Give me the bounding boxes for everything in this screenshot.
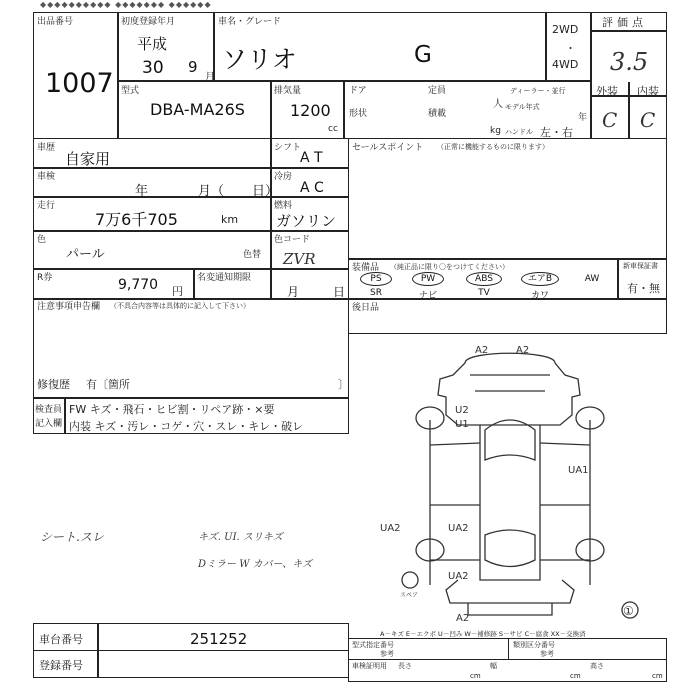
registration-label: 登録番号 [39,659,83,672]
drive-dot: ・ [565,42,576,55]
inspection-month: 月（ [198,184,225,199]
mark-ua2-left: UA2 [380,523,401,534]
notes-sub: （不具合内容等は具体的に記入して下さい） [110,302,250,310]
repair-value: 有〔箇所 [86,378,130,391]
color-label: 色 [37,235,47,245]
sales-point-sub: （正常に機能するものに限ります） [437,143,549,151]
chassis-value: 251252 [190,630,248,648]
inspection-day: 日） [252,184,279,199]
model-label: 型式 [121,86,140,96]
drive-2wd: 2WD [552,23,579,36]
color-change-label: 色替 [243,250,262,260]
recycle-value: 9,770 [118,277,159,293]
displacement-unit: cc [328,124,338,134]
tax-label: 名変通知期限 [197,273,252,283]
sales-point-label: セールスポイント [352,143,424,153]
repair-label: 修復歴 [37,378,70,391]
notes-label: 注意事項申告欄 [37,302,101,312]
model-value: DBA-MA26S [150,100,245,119]
car-name-label: 車名・グレード [218,17,282,27]
handwritten-note1: キズ. UI. スリキズ [198,532,283,543]
height-label: 高さ [590,662,604,670]
mileage-label: 走行 [37,201,56,211]
exterior-grade: C [602,108,618,132]
equip-aw: AW [584,274,600,284]
equip-sr: SR [370,288,382,298]
spare-label: スペア [400,592,419,599]
car-grade: G [414,42,432,68]
handle-label: ハンドル [505,128,533,136]
color-code-value: ZVR [283,250,316,268]
repair-close: 〕 [338,378,349,391]
interior-label: 内装 [637,85,659,98]
vehicle-cert-label: 車検証明用 [352,662,387,670]
fuel-label: 燃料 [274,201,293,211]
capacity-label: 定員 [428,86,447,96]
displacement-label: 排気量 [274,86,302,96]
width-label: 幅 [490,662,497,670]
equip-abs: ABS [466,272,502,286]
color-value: パール [66,247,105,262]
ref1-label: 参考 [380,650,394,658]
mark-a2-rear: A2 [456,613,470,624]
width-cm: cm [570,672,581,680]
model-designation-label: 型式指定番号 [352,641,394,649]
class-label: 類別区分番号 [513,641,555,649]
door-label: ドア [349,86,367,96]
equip-tv: TV [478,288,490,298]
length-label: 長さ [398,662,412,670]
circle-number: ① [623,604,634,618]
rear-items-label: 後日品 [352,303,380,313]
inspection-year: 年 [135,184,149,199]
mark-u1: U1 [455,419,469,430]
lot-number: 1007 [45,68,114,99]
chassis-label: 車台番号 [39,633,83,646]
inspection-label: 車検 [37,172,56,182]
recycle-label: R券 [37,273,53,283]
model-year-label: モデル年式 [505,103,540,111]
mark-ua2-1: UA2 [448,523,469,534]
handwritten-note2: Dミラー W カバー、キズ [198,559,313,570]
tax-day: 日 [333,285,346,299]
equip-airbag: エアB [521,272,559,286]
inspector-label2: 記入欄 [35,419,63,429]
tax-month: 月 [287,285,300,299]
shift-label: シフト [274,143,302,153]
ac-value: A C [300,180,324,196]
length-cm: cm [470,672,481,680]
first-reg-label: 初度登録年月 [121,17,176,27]
mark-a2-2: A2 [516,345,530,356]
mark-ua1: UA1 [568,465,589,476]
mark-u2: U2 [455,405,469,416]
mileage-unit: km [221,213,239,226]
interior-grade: C [640,108,656,132]
shape-label: 形状 [349,109,368,119]
handle-value: 左・右 [540,126,573,139]
ac-label: 冷房 [274,172,293,182]
equip-leather: カワ [530,291,549,301]
first-reg-era: 平成 [137,35,168,53]
color-code-label: 色コード [274,235,311,245]
top-strip: ◆◆◆◆◆◆◆◆◆◆ ◆◆◆◆◆◆◆ ◆◆◆◆◆◆ [40,0,212,9]
load-label: 積載 [428,109,447,119]
lot-label: 出品番号 [37,17,74,27]
mark-ua2-2: UA2 [448,571,469,582]
inspector-row2: 内装 キズ・汚レ・コゲ・穴・スレ・キレ・破レ [69,420,304,433]
warranty-value: 有・無 [627,282,660,295]
shift-value: A T [300,150,323,166]
warranty-label: 新車保証書 [623,262,658,270]
mark-a2-1: A2 [475,345,489,356]
fuel-value: ガソリン [276,212,337,230]
recycle-unit: 円 [172,285,183,298]
car-damage-diagram [350,335,668,625]
equip-navi: ナビ [418,291,437,301]
first-reg-month-unit: 月 [205,72,215,83]
score-value: 3.5 [610,48,649,76]
exterior-label: 外装 [596,85,618,98]
car-name: ソリオ [222,45,297,74]
displacement-value: 1200 [290,101,331,120]
first-reg-month: 9 [188,58,198,76]
equipment-label: 装備品 [352,263,380,273]
equipment-sub: （純正品に限り〇をつけてください） [390,263,509,271]
score-label: 評価点 [602,16,647,29]
mileage-value: 7万6千705 [95,210,178,229]
year-unit: 年 [578,113,588,123]
history-value: 自家用 [65,150,111,168]
handwritten-seat: シート.スレ [40,530,104,544]
height-cm: cm [652,672,663,680]
drive-4wd: 4WD [552,58,579,71]
sales-frame [348,138,667,334]
damage-legend: A－キズ E－エクボ U－凹み W－補修跡 S－サビ C－腐食 XX－交換済 [380,630,586,638]
equip-ps: PS [360,272,392,286]
first-reg-year: 30 [142,58,164,78]
ref2-label: 参考 [540,650,554,658]
history-label: 車歴 [37,143,56,153]
dealer-label: ディーラー・並行 [510,87,566,95]
equip-pw: PW [412,272,444,286]
inspector-row1: FW キズ・飛石・ヒビ割・リペア跡・×要 [69,403,275,416]
load-unit: kg [490,126,501,136]
capacity-unit: 人 [493,99,503,110]
inspector-label1: 検査員 [35,405,63,415]
